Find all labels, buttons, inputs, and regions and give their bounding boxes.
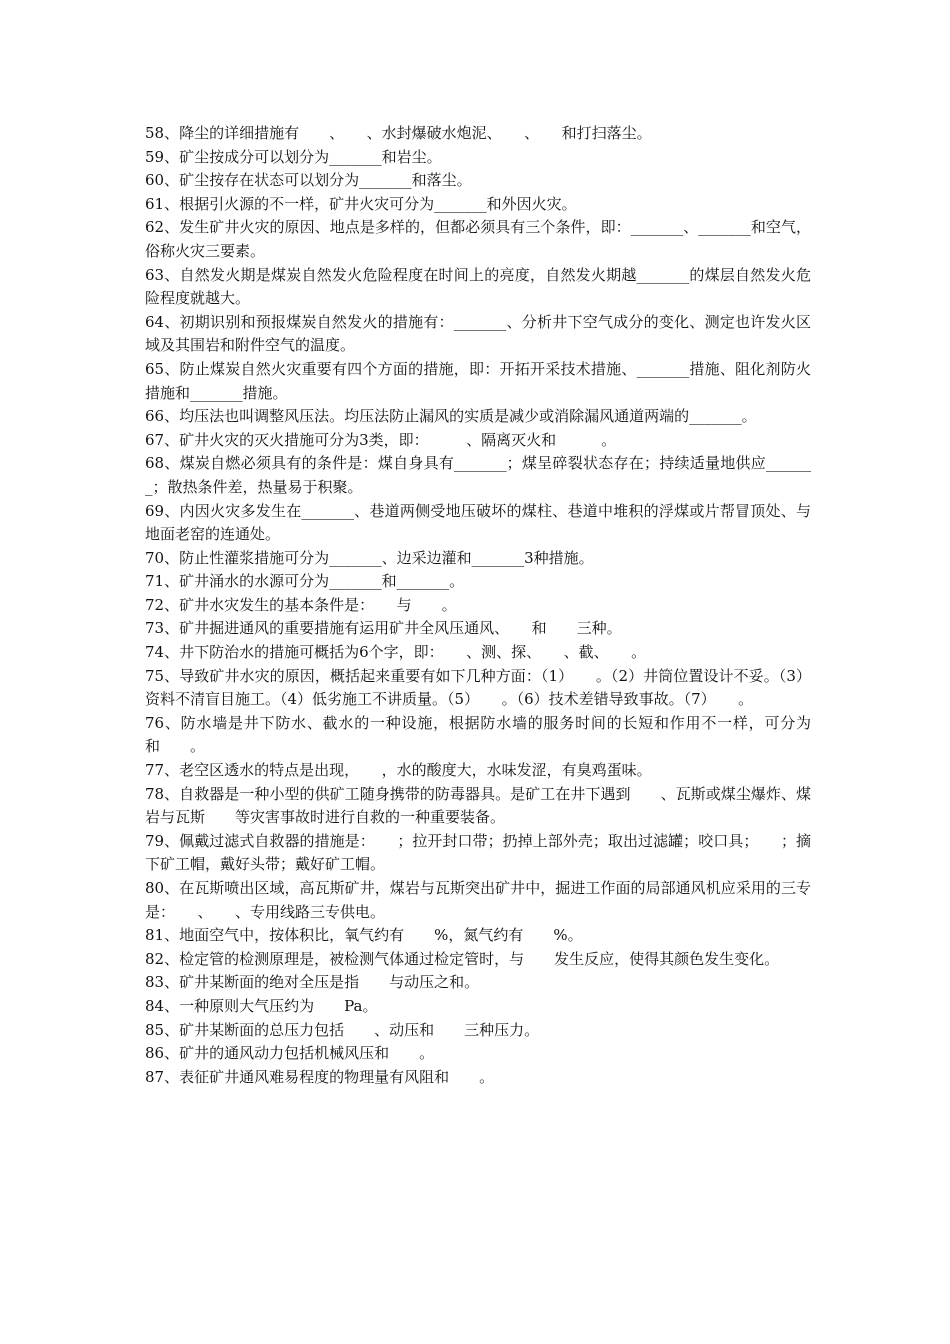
question-62: 62、发生矿井火灾的原因、地点是多样的，但都必须具有三个条件，即：_______、_______和空气，俗称火灾三要素。 xyxy=(145,218,811,260)
question-85: 85、矿井某断面的总压力包括 、动压和 三种压力。 xyxy=(145,1020,540,1039)
question-61: 61、根据引火源的不一样，矿井火灾可分为_______和外因火灾。 xyxy=(145,194,577,213)
question-78: 78、自救器是一种小型的供矿工随身携带的防毒器具。是矿工在井下遇到 、瓦斯或煤尘爆炸、煤岩与瓦斯 等灾害事故时进行自救的一种重要装备。 xyxy=(145,784,811,827)
question-84: 84、一种原则大气压约为 Pa。 xyxy=(145,996,378,1015)
question-75: 75、导致矿井水灾的原因，概括起来重要有如下几种方面：（1） 。（2）井筒位置设计不妥。（3）资料不清盲目施工。（4）低劣施工不讲质量。（5） 。（6）技术差错导致事故。（7） 。 xyxy=(145,666,811,709)
question-71: 71、矿井涌水的水源可分为_______和_______。 xyxy=(145,572,465,591)
question-80: 80、在瓦斯喷出区域，高瓦斯矿井，煤岩与瓦斯突出矿井中，掘进工作面的局部通风机应采用的三专是： 、 、专用线路三专供电。 xyxy=(145,879,811,921)
question-66: 66、均压法也叫调整风压法。均压法防止漏风的实质是减少或消除漏风通道两端的_______。 xyxy=(145,407,757,426)
question-69: 69、内因火灾多发生在_______、巷道两侧受地压破坏的煤柱、巷道中堆积的浮煤或片帮冒顶处、与地面老窑的连通处。 xyxy=(145,501,811,544)
question-68: 68、煤炭自燃必须具有的条件是：煤自身具有_______；煤呈碎裂状态存在；持续适量地供应_______；散热条件差，热量易于积聚。 xyxy=(145,454,811,496)
question-73: 73、矿井掘进通风的重要措施有运用矿井全风压通风、 和 三种。 xyxy=(145,619,622,638)
question-87: 87、表征矿井通风难易程度的物理量有风阻和 。 xyxy=(145,1067,495,1086)
question-64: 64、初期识别和预报煤炭自然发火的措施有：_______、分析井下空气成分的变化、测定也许发火区域及其围岩和附件空气的温度。 xyxy=(145,312,811,355)
question-82: 82、检定管的检测原理是，被检测气体通过检定管时，与 发生反应，使得其颜色发生变化。 xyxy=(145,949,780,968)
document-page xyxy=(145,122,842,1089)
question-65: 65、防止煤炭自然火灾重要有四个方面的措施，即：开拓开采技术措施、_______措施、阻化剂防火措施和_______措施。 xyxy=(145,359,811,402)
question-72: 72、矿井水灾发生的基本条件是： 与 。 xyxy=(145,595,457,614)
question-67: 67、矿井火灾的灭火措施可分为3类，即： 、隔离灭火和 。 xyxy=(145,430,617,449)
question-63: 63、自然发火期是煤炭自然发火危险程度在时间上的亮度，自然发火期越_______的煤层自然发火危险程度就越大。 xyxy=(145,265,811,308)
question-86: 86、矿井的通风动力包括机械风压和 。 xyxy=(145,1044,435,1063)
question-58: 58、降尘的详细措施有 、 、水封爆破水炮泥、 、 和打扫落尘。 xyxy=(145,124,652,142)
question-59: 59、矿尘按成分可以划分为_______和岩尘。 xyxy=(145,147,442,166)
question-83: 83、矿井某断面的绝对全压是指 与动压之和。 xyxy=(145,973,480,992)
question-76: 76、防水墙是井下防水、截水的一种设施，根据防水墙的服务时间的长短和作用不一样，可分为 和 。 xyxy=(145,713,842,756)
question-74: 74、井下防治水的措施可概括为6个字，即： 、测、探、 、截、 。 xyxy=(145,643,647,662)
question-81: 81、地面空气中，按体积比，氧气约有 %，氮气约有 %。 xyxy=(145,926,583,945)
question-70: 70、防止性灌浆措施可分为_______、边采边灌和_______3种措施。 xyxy=(145,548,594,567)
question-79: 79、佩戴过滤式自救器的措施是： ；拉开封口带；扔掉上部外壳；取出过滤罐；咬口具； ；摘下矿工帽，戴好头带；戴好矿工帽。 xyxy=(145,831,811,874)
question-77: 77、老空区透水的特点是出现， ，水的酸度大，水味发涩，有臭鸡蛋味。 xyxy=(145,761,652,780)
question-60: 60、矿尘按存在状态可以划分为_______和落尘。 xyxy=(145,171,472,190)
